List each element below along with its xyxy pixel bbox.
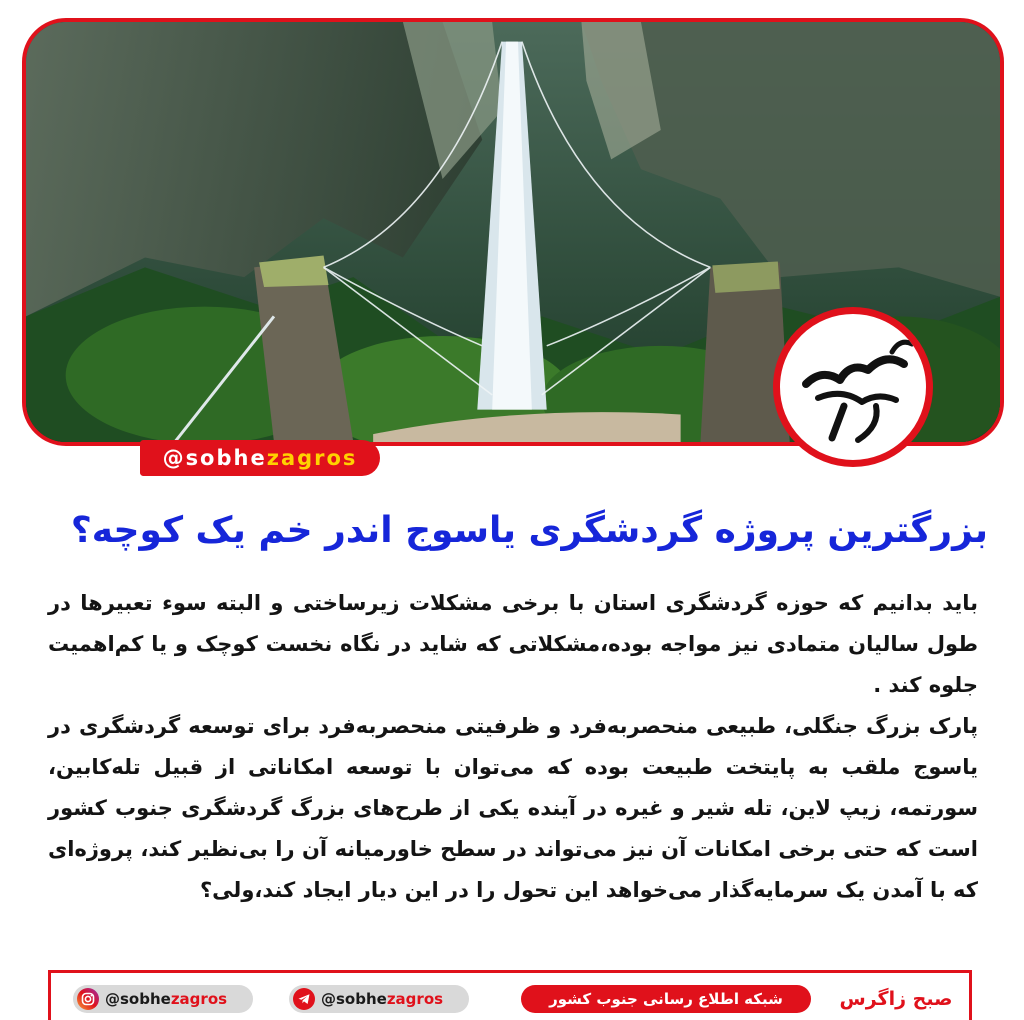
instagram-handle-suffix: zagros xyxy=(170,990,228,1008)
footer-brand-name: صبح زاگرس xyxy=(839,988,953,1010)
instagram-handle-prefix: @sobhe xyxy=(105,990,171,1008)
article-title: بزرگترین پروژه گردشگری یاسوج اندر خم یک کوچه؟ xyxy=(70,510,988,551)
telegram-handle-suffix: zagros xyxy=(386,990,444,1008)
instagram-icon xyxy=(77,988,99,1010)
network-tagline: شبکه اطلاع رسانی جنوب کشور xyxy=(521,985,811,1013)
brand-logo xyxy=(773,307,933,467)
article-paragraph: پارک بزرگ جنگلی، طبیعی منحصربه‌فرد و ظرفیتی منحصربه‌فرد برای توسعه گردشگری در یاسوج ملقب به پایتخت طبیعت بوده که می‌توان با توسعه امکاناتی از قبیل تله‌کابین، سورتمه، زیپ لاین، تله شیر و غیره در آینده یکی از طرح‌های بزرگ گردشگری جنوب کشور است که حتی برخی امکانات آن نیز می‌تواند در سطح خاورمیانه آن را بی‌نظیر کند، پروژه‌ای که با آمدن یک سرمایه‌گذار می‌خواهد این تحول را در این دیار ایجاد کند،ولی؟ xyxy=(48,714,978,902)
sobhe-zagros-calligraphy-logo xyxy=(788,322,918,452)
handle-suffix: zagros xyxy=(266,446,358,470)
handle-prefix: @sobhe xyxy=(162,446,267,470)
social-handle-badge[interactable] xyxy=(140,440,380,476)
footer-bar xyxy=(48,970,972,1020)
telegram-link[interactable] xyxy=(289,985,469,1013)
article-body xyxy=(48,583,978,911)
telegram-icon xyxy=(293,988,315,1010)
article-paragraph: باید بدانیم که حوزه گردشگری استان با برخی مشکلات زیرساختی و البته سوء تعبیرها در طول سالیان متمادی نیز مواجه بوده،مشکلاتی که شاید در نگاه نخست کوچک و یا کم‌اهمیت جلوه کند . xyxy=(48,591,978,697)
instagram-link[interactable] xyxy=(73,985,253,1013)
telegram-handle-prefix: @sobhe xyxy=(321,990,387,1008)
